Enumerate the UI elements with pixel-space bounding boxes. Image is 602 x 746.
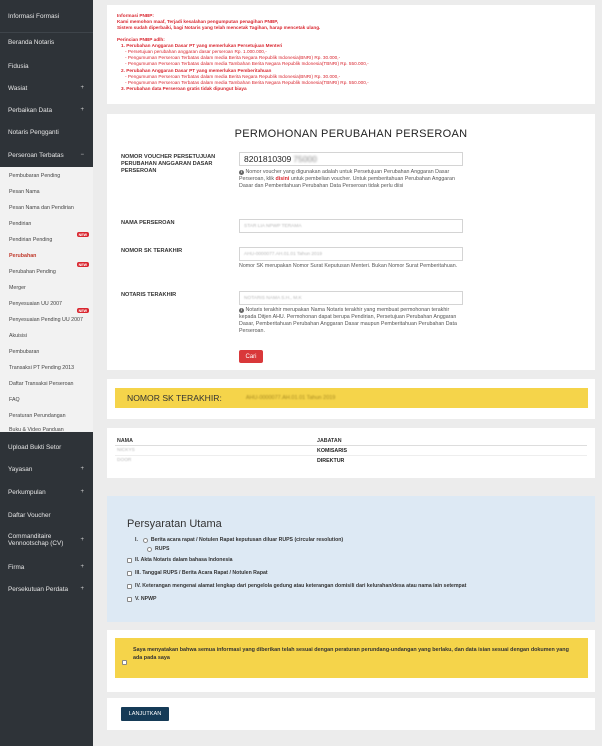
persyaratan-panel xyxy=(107,496,595,622)
sidebar-item-label: Firma xyxy=(8,563,25,571)
info-icon: i xyxy=(239,170,244,175)
persyaratan-item-3: III. Tanggal RUPS / Berita Acara Rapat / Notulen Rapat xyxy=(127,570,268,576)
info-icon: i xyxy=(239,308,244,313)
info-line: Sistem sudah diperbaiki, bagi Notaris yang telah mencetak Tagihan, harap mencetak ulang. xyxy=(117,25,321,31)
sidebar-item-yayasan[interactable] xyxy=(0,458,93,480)
sidebar-item-label: Fidusia xyxy=(8,62,29,70)
nama-cell: DOOR xyxy=(115,456,315,466)
sidebar-item-perkumpulan[interactable] xyxy=(0,481,93,503)
info-line: - Persetujuan perubahan anggaran dasar perseroan Rp. 1.000.000,- xyxy=(125,49,267,55)
info-line: - Pengumuman Perseroan Terbatas dalam media Tambahan Berita Negara Republik Indonesia(TBNRI) Rp. 550.000,- xyxy=(125,61,369,67)
new-badge: NEW xyxy=(78,308,87,313)
nama-perseroan-value: STAR LIA NPWP TERAMA xyxy=(244,223,302,229)
perseroan-submenu xyxy=(0,167,93,432)
sidebar-item-label: Informasi Formasi xyxy=(8,12,60,20)
jabatan-cell: DIREKTUR xyxy=(315,456,587,466)
persyaratan-item-1-rups: RUPS xyxy=(147,546,169,552)
nomor-sk-label: NOMOR SK TERAKHIR xyxy=(121,248,183,254)
expand-icon: + xyxy=(80,536,84,543)
consent-checkbox[interactable] xyxy=(122,660,127,665)
consent-panel xyxy=(107,630,595,692)
sidebar-item-label: Perbaikan Data xyxy=(8,106,53,114)
pengurus-table-panel xyxy=(107,428,595,478)
voucher-value: 8201810309 xyxy=(244,154,292,164)
nama-perseroan-input[interactable] xyxy=(239,219,463,233)
nama-cell: NICKYS xyxy=(115,446,315,456)
sidebar-item-label: Wasiat xyxy=(8,84,28,92)
submenu-item-pembubaran-pending[interactable]: Pembubaran Pending xyxy=(9,173,61,179)
submenu-item-transaksi-pt-pending[interactable]: Transaksi PT Pending 2013 xyxy=(9,365,75,371)
consent-bar xyxy=(115,638,588,678)
tanggal-rups-checkbox[interactable] xyxy=(127,571,132,576)
submenu-item-pembubaran[interactable]: Pembubaran xyxy=(9,349,40,355)
table-row xyxy=(115,446,587,456)
persyaratan-title: Persyaratan Utama xyxy=(127,518,222,530)
voucher-value-hidden: 75000 xyxy=(293,154,317,164)
voucher-help: i Nomor voucher yang digunakan adalah untuk Persetujuan Perubahan Anggaran Dasar Perseroan, klik disini untuk pembelian voucher. Untuk pemberitahuan Perubahan Anggaran Dasar dan Pemberitahuan Perubahan Data Perseroan tidak perlu diisi xyxy=(239,169,455,189)
cari-button[interactable]: Cari xyxy=(239,350,263,363)
submenu-item-perubahan[interactable]: Perubahan xyxy=(9,253,37,259)
sidebar-item-firma[interactable] xyxy=(0,556,93,578)
footer-panel xyxy=(107,698,595,730)
sidebar-item-label: Perkumpulan xyxy=(8,488,46,496)
sidebar-item-cv[interactable] xyxy=(0,528,93,552)
akta-notaris-checkbox[interactable] xyxy=(127,558,132,563)
collapse-icon: − xyxy=(80,152,84,158)
submenu-item-peraturan[interactable]: Peraturan Perundangan xyxy=(9,413,66,419)
nomor-sk-value: AHU-0000077.AH.01.01 Tahun 2019 xyxy=(244,251,323,257)
persyaratan-item-2: II. Akta Notaris dalam bahasa Indonesia xyxy=(127,557,233,563)
sidebar-item-upload-bukti-setor[interactable] xyxy=(0,436,93,458)
table-row xyxy=(115,456,587,466)
column-header-jabatan: JABATAN xyxy=(315,436,587,446)
info-line: - Pengumuman Perseroan Terbatas dalam media Berita Negara Republik Indonesia(BNRI) Rp. 30.000,- xyxy=(125,55,341,61)
notaris-terakhir-help: i Notaris terakhir merupakan Nama Notaris terakhir yang membuat permohonan terakhir kepada Ditjen AHU. Permohonan dapat berupa Pendirian, Persetujuan Perubahan Anggaran Dasar, Pemberitahuan Perubahan Anggaran Dasar maupun Pemberitahuan Perubahan Data Perseroan. xyxy=(239,307,457,334)
submenu-item-pendirian[interactable]: Pendirian xyxy=(9,221,32,227)
jabatan-cell: KOMISARIS xyxy=(315,446,587,456)
table-header-row xyxy=(115,436,587,446)
nomor-sk-input[interactable] xyxy=(239,247,463,261)
submenu-item-merger[interactable]: Merger xyxy=(9,285,26,291)
expand-icon: + xyxy=(80,586,84,592)
sidebar-item-wasiat[interactable] xyxy=(0,77,93,99)
info-line: - Pengumuman Perseroan Terbatas dalam media Berita Negara Republik Indonesia(BNRI) Rp. 30.000,- xyxy=(125,73,341,79)
sk-terakhir-value: AHU-0000077.AH.01.01 Tahun 2019 xyxy=(245,395,336,401)
sidebar-item-label: Notaris Pengganti xyxy=(8,128,59,136)
info-line: Perincian PNBP adlh: xyxy=(117,36,165,42)
column-header-nama: NAMA xyxy=(115,436,315,446)
sidebar-item-label: Daftar Voucher xyxy=(8,511,51,519)
expand-icon: + xyxy=(80,564,84,570)
submenu-item-perubahan-pending[interactable]: Perubahan Pending xyxy=(9,269,56,275)
pengurus-table xyxy=(115,436,587,465)
submenu-item-faq[interactable]: FAQ xyxy=(9,397,20,403)
sidebar-item-label: Beranda Notaris xyxy=(8,38,55,46)
sidebar-item-label: Commanditaire Vennootschap (CV) xyxy=(8,533,64,547)
notaris-terakhir-input[interactable] xyxy=(239,291,463,305)
lanjutkan-button[interactable]: LANJUTKAN xyxy=(121,707,169,721)
circular-resolution-radio[interactable] xyxy=(143,538,148,543)
nama-perseroan-label: NAMA PERSEROAN xyxy=(121,220,175,226)
sk-terakhir-label: NOMOR SK TERAKHIR: xyxy=(127,393,222,403)
info-line: 1. Perubahan Anggaran Dasar PT yang memerlukan Persetujuan Menteri xyxy=(121,42,283,48)
info-heading: Informasi PNBP: xyxy=(117,13,154,18)
sidebar-item-beranda-notaris[interactable] xyxy=(0,30,93,54)
sidebar xyxy=(0,0,93,746)
submenu-item-penyesuaian-uu-2007[interactable]: Penyesuaian UU 2007 xyxy=(9,301,63,307)
notaris-terakhir-label: NOTARIS TERAKHIR xyxy=(121,292,177,298)
submenu-item-daftar-transaksi[interactable]: Daftar Transaksi Perseroan xyxy=(9,381,74,387)
sidebar-item-label: Persekutuan Perdata xyxy=(8,585,69,593)
new-badge: NEW xyxy=(78,232,87,237)
voucher-label: NOMOR VOUCHER PERSETUJUAN PERUBAHAN ANGGARAN DASAR PERSEROAN xyxy=(121,154,216,174)
persyaratan-item-1: I. Berita acara rapat / Notulen Rapat keputusan diluar RUPS (circular resolution) xyxy=(135,537,344,543)
domisili-checkbox[interactable] xyxy=(127,584,132,589)
voucher-input[interactable] xyxy=(239,152,463,166)
perubahan-form-panel xyxy=(107,114,595,370)
sidebar-item-label: Perseroan Terbatas xyxy=(8,151,64,159)
submenu-item-akuisisi[interactable]: Akuisisi xyxy=(9,333,27,339)
submenu-item-pesan-nama-pendirian[interactable]: Pesan Nama dan Pendirian xyxy=(9,205,74,211)
consent-text: Saya menyatakan bahwa semua informasi yang diberikan telah sesuai dengan peraturan perundang-undangan yang berlaku, dan data isian sesuai dengan dokumen yang ada pada saya xyxy=(133,647,569,661)
notaris-terakhir-value: NOTARIS NAMA S.H., M.K xyxy=(244,295,302,301)
submenu-item-pesan-nama[interactable]: Pesan Nama xyxy=(9,189,40,195)
sidebar-item-label: Yayasan xyxy=(8,465,33,473)
expand-icon: + xyxy=(80,466,84,472)
persyaratan-item-5: V. NPWP xyxy=(127,596,156,602)
info-line: Kami memohon maaf, Terjadi kesalahan pengumputan penagihan PNBP, xyxy=(117,19,279,25)
sidebar-item-daftar-voucher[interactable] xyxy=(0,504,93,526)
rups-radio[interactable] xyxy=(147,547,152,552)
sidebar-item-notaris-pengganti[interactable] xyxy=(0,121,93,143)
persyaratan-item-4: IV. Keterangan mengenai alamat lengkap dari pengelola gedung atau keterangan domisili dari kelurahan/desa atau nama lain setempat xyxy=(127,583,466,589)
info-line: 3. Perubahan data Perseroan gratis tidak dipungut biaya xyxy=(121,86,247,92)
page-title: PERMOHONAN PERUBAHAN PERSEROAN xyxy=(234,128,468,140)
sidebar-item-label: Upload Bukti Setor xyxy=(8,443,62,451)
submenu-item-penyesuaian-pending[interactable]: Penyesuaian Pending UU 2007 xyxy=(9,317,83,323)
sidebar-item-fidusia[interactable] xyxy=(0,55,93,77)
pnbp-info-panel xyxy=(107,5,595,104)
sk-terakhir-bar xyxy=(115,388,588,408)
expand-icon: + xyxy=(80,107,84,113)
new-badge: NEW xyxy=(78,262,87,267)
sk-terakhir-panel xyxy=(107,379,595,419)
submenu-item-buku-video[interactable]: Buku & Video Panduan xyxy=(9,427,64,433)
sidebar-item-persekutuan-perdata[interactable] xyxy=(0,578,93,600)
expand-icon: + xyxy=(80,489,84,495)
disini-link[interactable]: disini xyxy=(275,176,290,182)
info-line: - Pengumuman Perseroan Terbatas dalam media Tambahan Berita Negara Republik Indonesia(TBNRI) Rp. 550.000,- xyxy=(125,80,369,86)
sidebar-item-informasi-formasi[interactable] xyxy=(0,0,93,32)
submenu-item-pendirian-pending[interactable]: Pendirian Pending xyxy=(9,237,53,243)
info-line: 2. Perubahan Anggaran Dasar PT yang memerlukan Pemberitahuan xyxy=(121,67,272,73)
sidebar-item-perbaikan-data[interactable] xyxy=(0,99,93,121)
npwp-checkbox[interactable] xyxy=(127,597,132,602)
nomor-sk-help: Nomor SK merupakan Nomor Surat Keputusan Menteri. Bukan Nomor Surat Pemberitahuan. xyxy=(239,263,458,269)
sidebar-item-perseroan-terbatas[interactable] xyxy=(0,144,93,166)
expand-icon: + xyxy=(80,85,84,91)
